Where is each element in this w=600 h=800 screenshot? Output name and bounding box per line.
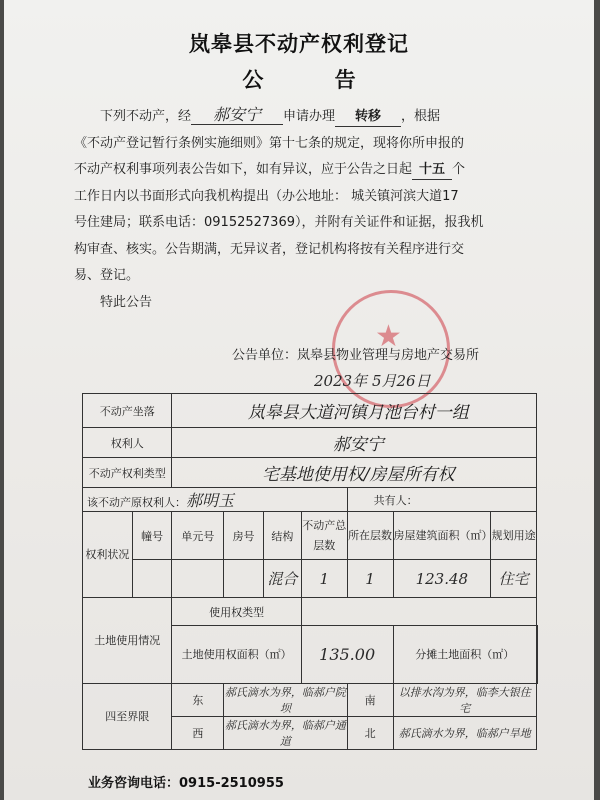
para-line-7: 易、登记。 bbox=[74, 268, 140, 283]
row-border-1 bbox=[83, 684, 538, 717]
share-area-value bbox=[537, 626, 538, 684]
notice-paragraph bbox=[74, 104, 544, 316]
row-rights-header bbox=[83, 512, 538, 560]
original-holder-value: 郝明玉 bbox=[186, 491, 235, 510]
val-total-floors: 1 bbox=[301, 560, 347, 598]
row-type bbox=[83, 458, 538, 488]
val-floor: 1 bbox=[347, 560, 393, 598]
col-building: 幢号 bbox=[132, 512, 172, 560]
location-value: 岚皋县大道河镇月池台村一组 bbox=[172, 394, 537, 428]
holder-value: 郝安宁 bbox=[172, 428, 537, 458]
south-label: 南 bbox=[347, 684, 393, 717]
north-label: 北 bbox=[347, 717, 393, 750]
west-value: 郝氏滴水为界，临郝户通道 bbox=[224, 717, 347, 750]
para-line-5: 号住建局；联系电话：09152527369），并附有关证件和证据，报我机 bbox=[74, 215, 484, 230]
para-line-2: 《不动产登记暂行条例实施细则》第十七条的规定，现将你所申报的 bbox=[74, 135, 465, 151]
west-label: 西 bbox=[172, 717, 224, 750]
holder-label: 权利人 bbox=[83, 428, 172, 458]
row-rights-values bbox=[83, 560, 538, 598]
row-holder bbox=[83, 428, 538, 458]
north-value: 郝氏滴水为界，临郝户旱地 bbox=[393, 717, 537, 750]
col-room: 房号 bbox=[224, 512, 264, 560]
val-building-area: 123.48 bbox=[393, 560, 491, 598]
val-room bbox=[224, 560, 264, 598]
share-area-label: 分摊土地面积（㎡） bbox=[393, 626, 537, 684]
borders-label: 四至界限 bbox=[83, 684, 172, 750]
east-label: 东 bbox=[172, 684, 224, 717]
notice-subtitle: 公 告 bbox=[242, 68, 388, 92]
notice-date: 2023年 5月26日 bbox=[314, 372, 431, 390]
para-line-6: 构审查、核实。公告期满，无异议者，登记机构将按有关程序进行交 bbox=[74, 241, 465, 257]
row-location bbox=[83, 394, 538, 428]
special-notice: 特此公告 bbox=[100, 294, 153, 310]
col-structure: 结构 bbox=[263, 512, 301, 560]
property-table bbox=[82, 393, 538, 750]
notice-title: 岚皋县不动产权利登记 bbox=[189, 32, 409, 56]
col-building-area: 房屋建筑面积（㎡） bbox=[393, 512, 491, 560]
notice-paper bbox=[4, 0, 594, 800]
para-line-1: 下列不动产，经 郝安宁 申请办理 转移 ，根据 bbox=[74, 104, 544, 131]
publisher-line: 公告单位：岚皋县物业管理与房地产交易所 bbox=[232, 348, 480, 363]
use-type-label: 使用权类型 bbox=[172, 598, 301, 626]
para-line-4: 工作日内以书面形式向我机构提出（办公地址： 城关镇河滨大道17 bbox=[74, 188, 459, 204]
business-field: 转移 bbox=[335, 108, 401, 127]
east-value: 郝氏滴水为界，临郝户院坝 bbox=[224, 684, 347, 717]
val-building bbox=[132, 560, 172, 598]
land-area-value: 135.00 bbox=[301, 626, 393, 684]
val-structure: 混合 bbox=[263, 560, 301, 598]
col-planned-use: 规划用途 bbox=[491, 512, 537, 560]
land-area-label: 土地使用权面积（㎡） bbox=[172, 626, 301, 684]
col-total-floors: 不动产总层数 bbox=[301, 512, 347, 560]
use-type-value bbox=[301, 598, 536, 626]
original-holder-cell: 该不动产原权利人：郝明玉 bbox=[83, 488, 348, 512]
val-unit bbox=[172, 560, 224, 598]
applicant-field: 郝安宁 bbox=[191, 106, 283, 125]
rights-status-label: 权利状况 bbox=[83, 512, 133, 598]
type-label: 不动产权利类型 bbox=[83, 458, 172, 488]
location-label: 不动产坐落 bbox=[83, 394, 172, 428]
row-original-holder bbox=[83, 488, 538, 512]
south-value: 以排水沟为界，临李大银住宅 bbox=[393, 684, 537, 717]
seal-star-icon: ★ bbox=[375, 319, 402, 354]
co-owner-label: 共有人： bbox=[347, 488, 536, 512]
val-planned-use: 住宅 bbox=[491, 560, 537, 598]
row-use-type bbox=[83, 598, 538, 626]
consult-phone: 业务咨询电话：0915-2510955 bbox=[88, 776, 284, 791]
col-floor: 所在层数 bbox=[347, 512, 393, 560]
land-use-label: 土地使用情况 bbox=[83, 598, 172, 684]
type-value: 宅基地使用权/房屋所有权 bbox=[172, 458, 537, 488]
col-unit: 单元号 bbox=[172, 512, 224, 560]
days-field: 十五 bbox=[412, 161, 452, 180]
para-line-3: 不动产权利事项列表公告如下，如有异议，应于公告之日起 十五 个 bbox=[74, 157, 544, 184]
